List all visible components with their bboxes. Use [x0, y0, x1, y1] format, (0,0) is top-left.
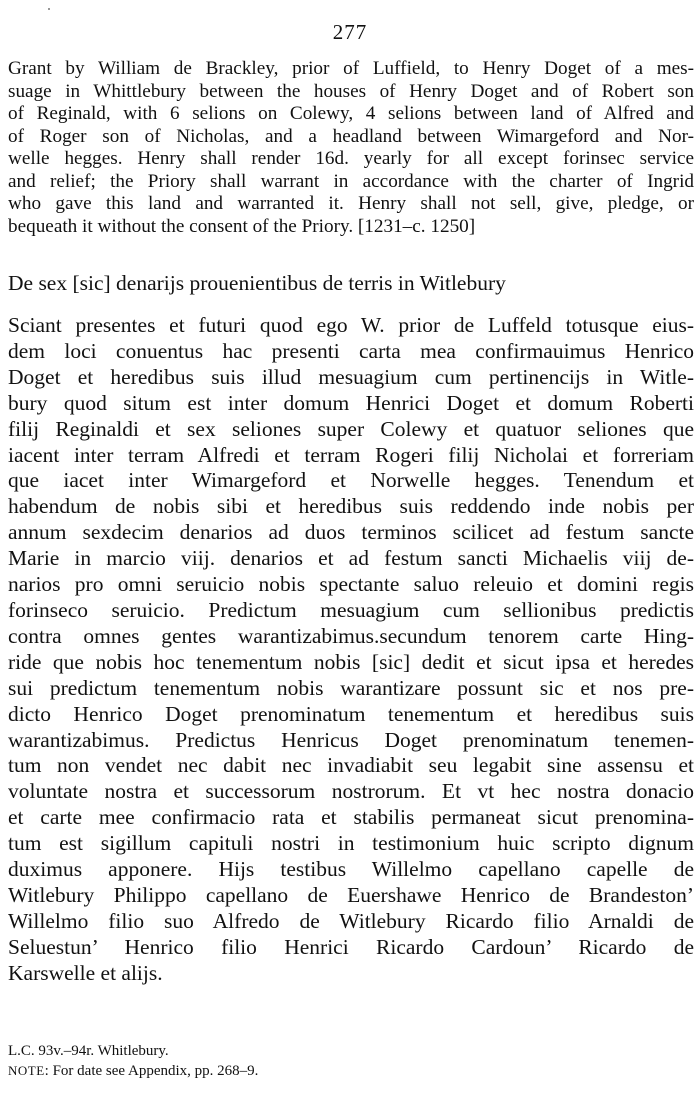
- summary-line: Grant by William de Brackley, prior of Luffield, to Henry Doget of a mes-: [8, 58, 694, 79]
- summary-line: of Reginald, with 6 selions on Colewy, 4 selions between land of Alfred and: [8, 103, 694, 124]
- charter-line: tum non vendet nec dabit nec invadiabit seu legabit sine assensu et: [8, 753, 694, 778]
- source-reference: L.C. 93v.–94r. Whitlebury.: [8, 1043, 169, 1059]
- date-note: [8, 1061, 694, 1081]
- charter-heading: De sex [sic] denarijs prouenientibus de terris in Witlebury: [8, 271, 506, 295]
- charter-line: Sciant presentes et futuri quod ego W. prior de Luffeld totusque eius-: [8, 313, 694, 337]
- charter-line: dicto Henrico Doget prenominatum tenementum et heredibus suis: [8, 701, 694, 726]
- charter-line: duximus apponere. Hijs testibus Willelmo capellano capelle de: [8, 857, 694, 882]
- charter-line: Marie in marcio viij. denarios et ad festum sancti Michaelis viij de-: [8, 546, 694, 571]
- page-number: 277: [332, 20, 368, 44]
- charter-line: forinseco seruicio. Predictum mesuagium cum sellionibus predictis: [8, 597, 694, 622]
- charter-line: Doget et heredibus suis illud mesuagium cum pertinencijs in Witle-: [8, 364, 694, 389]
- charter-line: Seluestun’ Henrico filio Henrici Ricardo Cardoun’ Ricardo de: [8, 934, 694, 959]
- summary-line: of Roger son of Nicholas, and a headland between Wimargeford and Nor-: [8, 125, 694, 147]
- charter-line: et carte mee confirmacio rata et stabilis permaneat sicut prenomina-: [8, 805, 694, 830]
- footnotes: [8, 1042, 694, 1081]
- charter-line: Willelmo filio suo Alfredo de Witlebury Ricardo filio Arnaldi de: [8, 908, 694, 933]
- summary-line: welle hegges. Henry shall render 16d. yearly for all except forinsec service: [8, 148, 694, 169]
- charter-line: narios pro omni seruicio nobis spectante saluo releuio et domini regis: [8, 572, 694, 597]
- charter-line: ride que nobis hoc tenementum nobis [sic] dedit et sicut ipsa et heredes: [8, 649, 694, 674]
- latin-charter-text: [8, 313, 694, 987]
- charter-line: iacent inter terram Alfredi et terram Rogeri filij Nicholai et forreriam: [8, 442, 694, 467]
- english-summary: [8, 58, 694, 238]
- charter-line: Witlebury Philippo capellano de Euershawe Henrico de Brandeston’: [8, 882, 694, 907]
- summary-line: bequeath it without the consent of the Priory. [1231–c. 1250]: [8, 215, 476, 237]
- charter-line: sui predictum tenementum nobis warantizare possunt sic et nos pre-: [8, 675, 694, 700]
- summary-line: who gave this land and warranted it. Henry shall not sell, give, pledge, or: [8, 193, 694, 214]
- summary-line: suage in Whittlebury between the houses of Henry Doget and of Robert son: [8, 80, 694, 102]
- charter-line: voluntate nostra et successorum nostrorum. Et vt hec nostra donacio: [8, 779, 694, 804]
- charter-line: que iacet inter Wimargeford et Norwelle hegges. Tenendum et: [8, 468, 694, 493]
- note-text: : For date see Appendix, pp. 268–9.: [44, 1063, 259, 1079]
- note-label: NOTE: [8, 1063, 45, 1078]
- charter-line: annum sexdecim denarios ad duos terminos scilicet ad festum sancte: [8, 520, 694, 545]
- charter-line: bury quod situm est inter domum Henrici Doget et domum Roberti: [8, 390, 694, 415]
- charter-line: Karswelle et alijs.: [8, 960, 163, 985]
- charter-line: dem loci conuentus hac presenti carta mea confirmauimus Henrico: [8, 338, 694, 363]
- charter-line: tum est sigillum capituli nostri in testimonium huic scripto dignum: [8, 831, 694, 856]
- summary-line: and relief; the Priory shall warrant in accordance with the charter of Ingrid: [8, 170, 694, 192]
- charter-line: filij Reginaldi et sex seliones super Colewy et quatuor seliones que: [8, 416, 694, 441]
- charter-line: contra omnes gentes warantizabimus.secundum tenorem carte Hing-: [8, 623, 694, 648]
- scan-speck: [48, 8, 50, 10]
- charter-line: warantizabimus. Predictus Henricus Doget prenominatum tenemen-: [8, 727, 694, 752]
- charter-line: habendum de nobis sibi et heredibus suis reddendo inde nobis per: [8, 494, 694, 519]
